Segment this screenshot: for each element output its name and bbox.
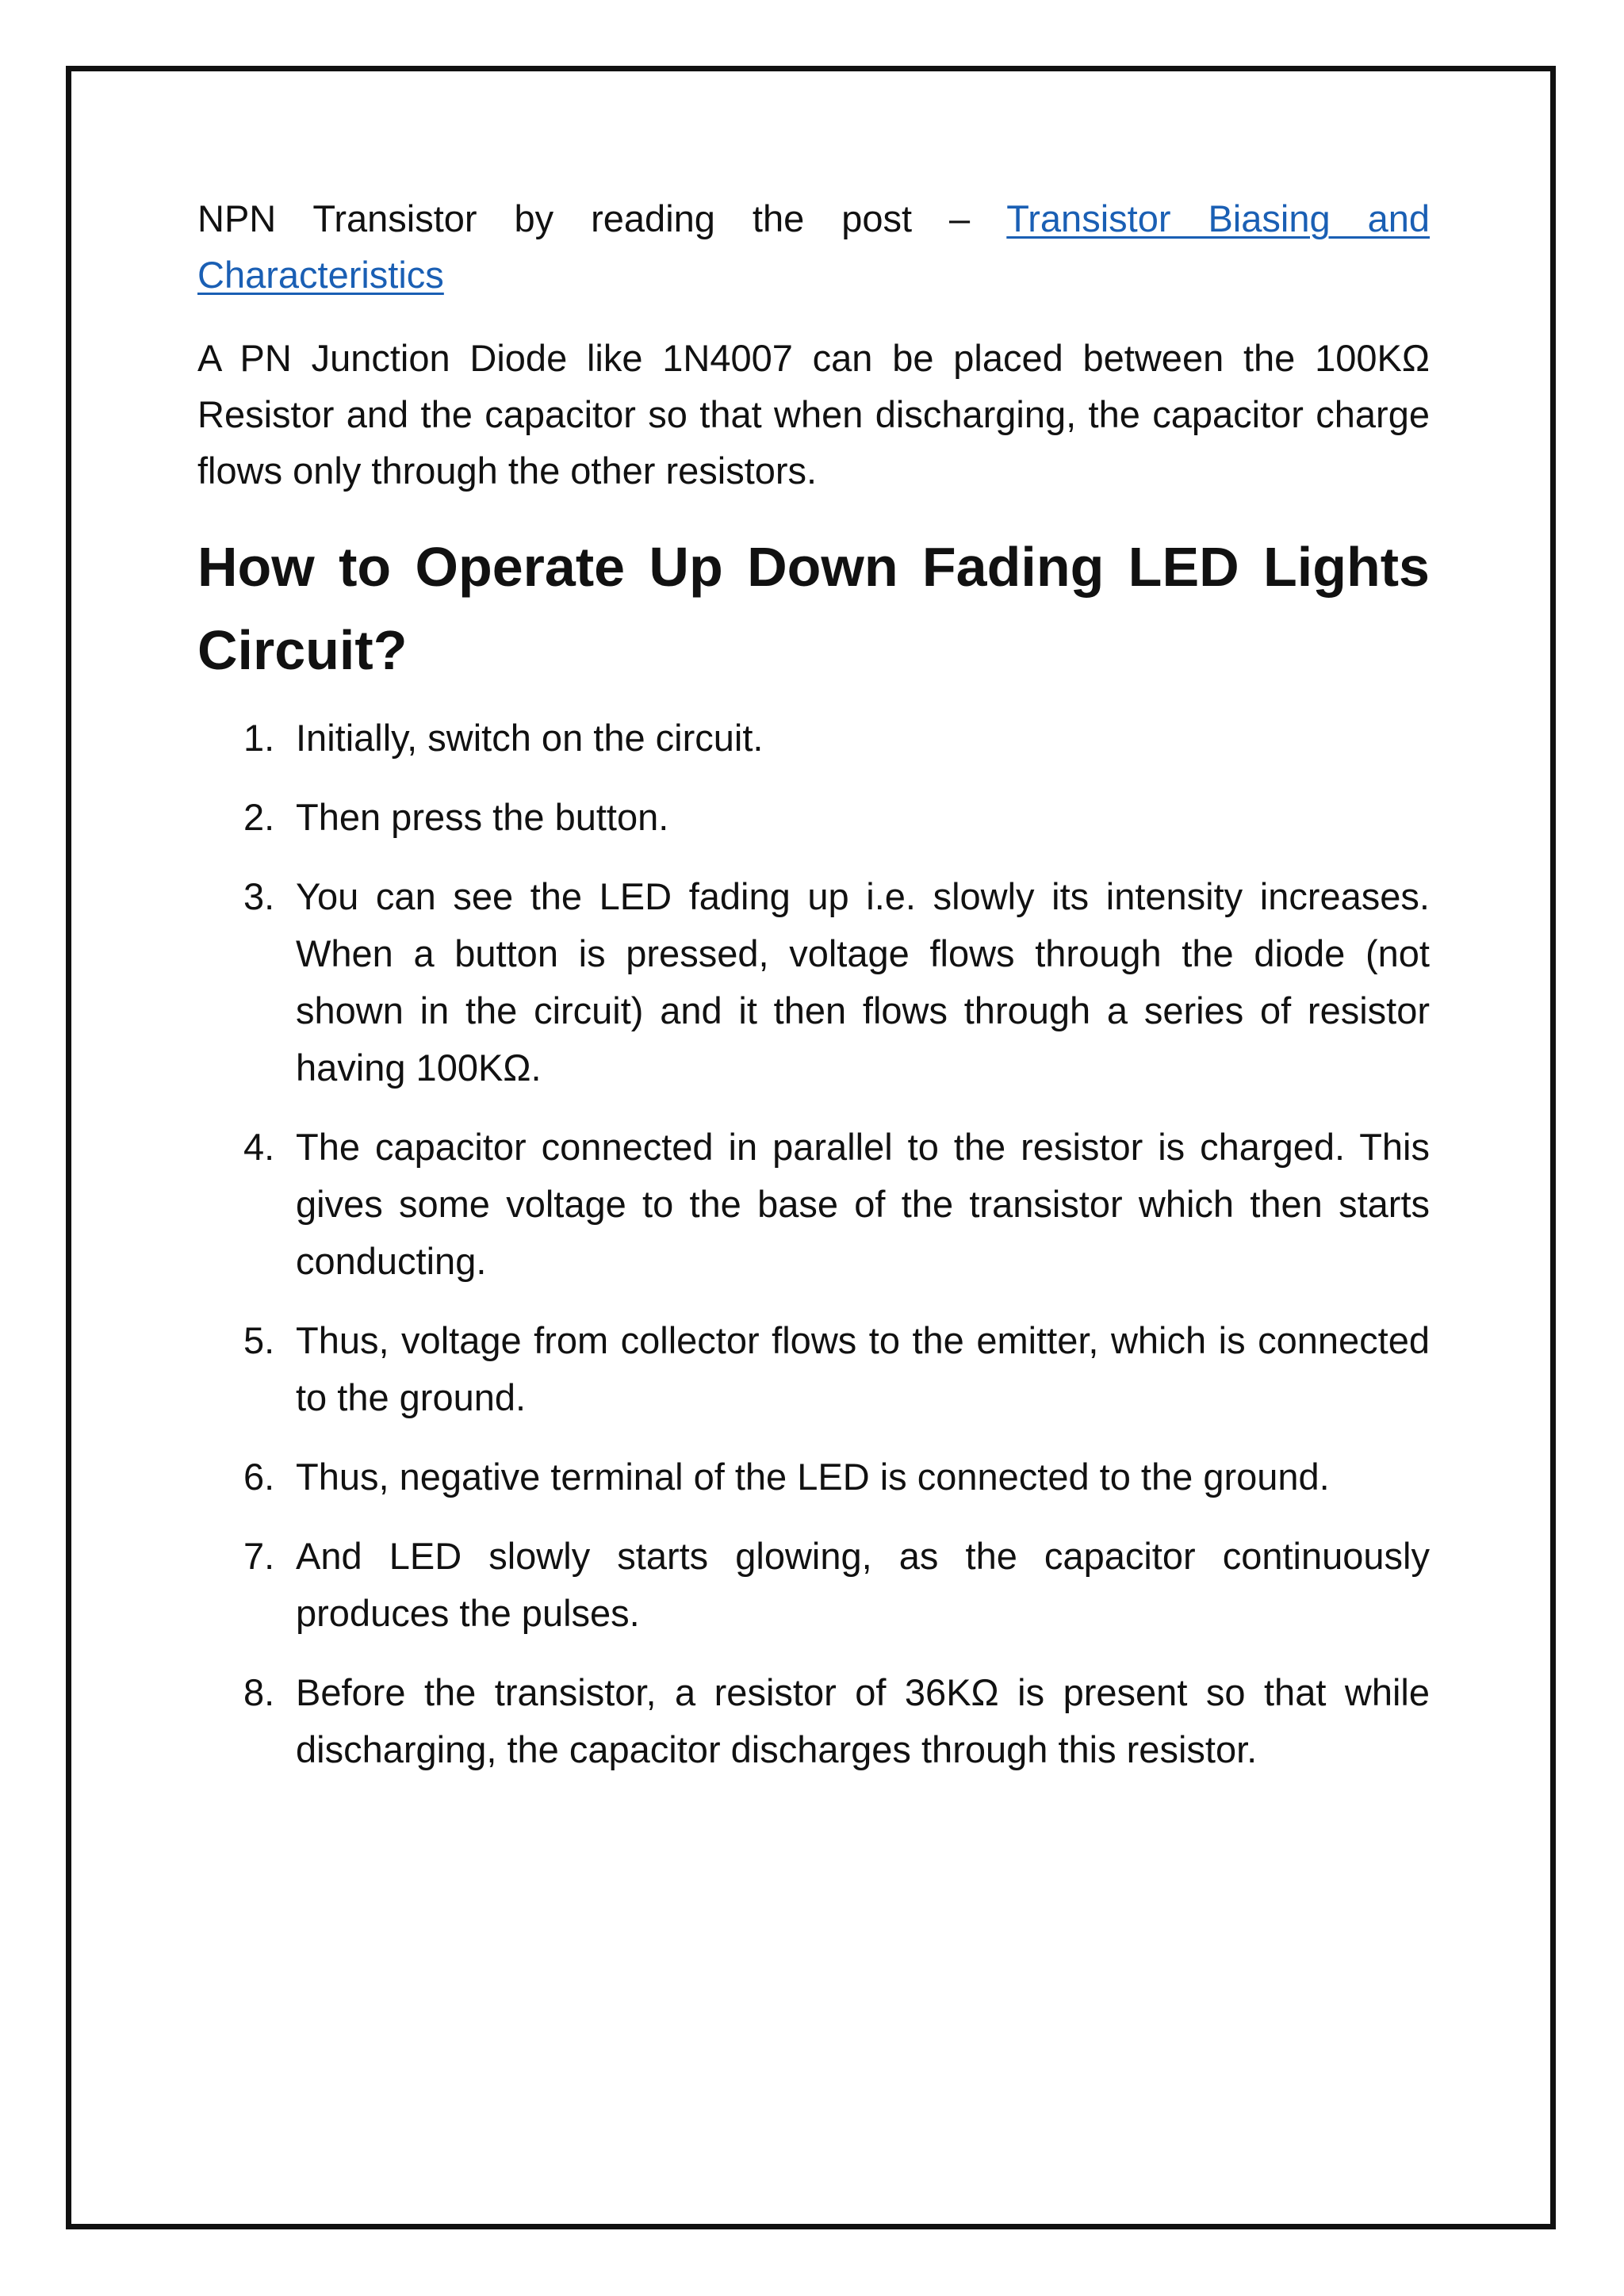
list-item-text: Thus, negative terminal of the LED is connected to the ground. bbox=[296, 1456, 1330, 1498]
list-item-text: You can see the LED fading up i.e. slowly its intensity increases. When a button is pressed, voltage flows through the diode (not shown in the circuit) and it then flows through a series of resistor having 100KΩ. bbox=[296, 875, 1430, 1089]
intro-text: NPN Transistor by reading the post – bbox=[197, 197, 1007, 239]
list-item-text: Before the transistor, a resistor of 36KΩ is present so that while discharging, the capacitor discharges through this resistor. bbox=[296, 1671, 1430, 1770]
list-item bbox=[197, 1664, 1430, 1778]
list-number: 2. bbox=[243, 796, 275, 838]
list-item bbox=[197, 789, 1430, 846]
list-item bbox=[197, 1119, 1430, 1290]
list-number: 7. bbox=[243, 1535, 275, 1577]
section-heading: How to Operate Up Down Fading LED Lights Circuit? bbox=[197, 536, 1430, 681]
list-item-text: The capacitor connected in parallel to the resistor is charged. This gives some voltage to the base of the transistor which then starts conducting. bbox=[296, 1126, 1430, 1282]
list-number: 1. bbox=[243, 717, 275, 759]
list-number: 4. bbox=[243, 1126, 275, 1168]
list-item bbox=[197, 1528, 1430, 1642]
list-number: 8. bbox=[243, 1671, 275, 1713]
intro-paragraph bbox=[197, 190, 1430, 303]
list-item bbox=[197, 1448, 1430, 1506]
transistor-biasing-link[interactable]: Transistor Biasing and Characteristics bbox=[197, 197, 1430, 296]
list-number: 6. bbox=[243, 1456, 275, 1498]
document-body bbox=[197, 190, 1430, 1800]
list-number: 3. bbox=[243, 875, 275, 917]
list-item-text: Then press the button. bbox=[296, 796, 669, 838]
list-item-text: Thus, voltage from collector flows to the emitter, which is connected to the ground. bbox=[296, 1319, 1430, 1418]
list-item bbox=[197, 710, 1430, 767]
steps-list bbox=[197, 710, 1430, 1778]
list-item bbox=[197, 868, 1430, 1096]
list-item-text: Initially, switch on the circuit. bbox=[296, 717, 764, 759]
list-item bbox=[197, 1312, 1430, 1426]
diode-paragraph: A PN Junction Diode like 1N4007 can be placed between the 100KΩ Resistor and the capacitor so that when discharging, the capacitor charge flows only through the other resistors. bbox=[197, 337, 1430, 492]
list-number: 5. bbox=[243, 1319, 275, 1361]
list-item-text: And LED slowly starts glowing, as the capacitor continuously produces the pulses. bbox=[296, 1535, 1430, 1634]
